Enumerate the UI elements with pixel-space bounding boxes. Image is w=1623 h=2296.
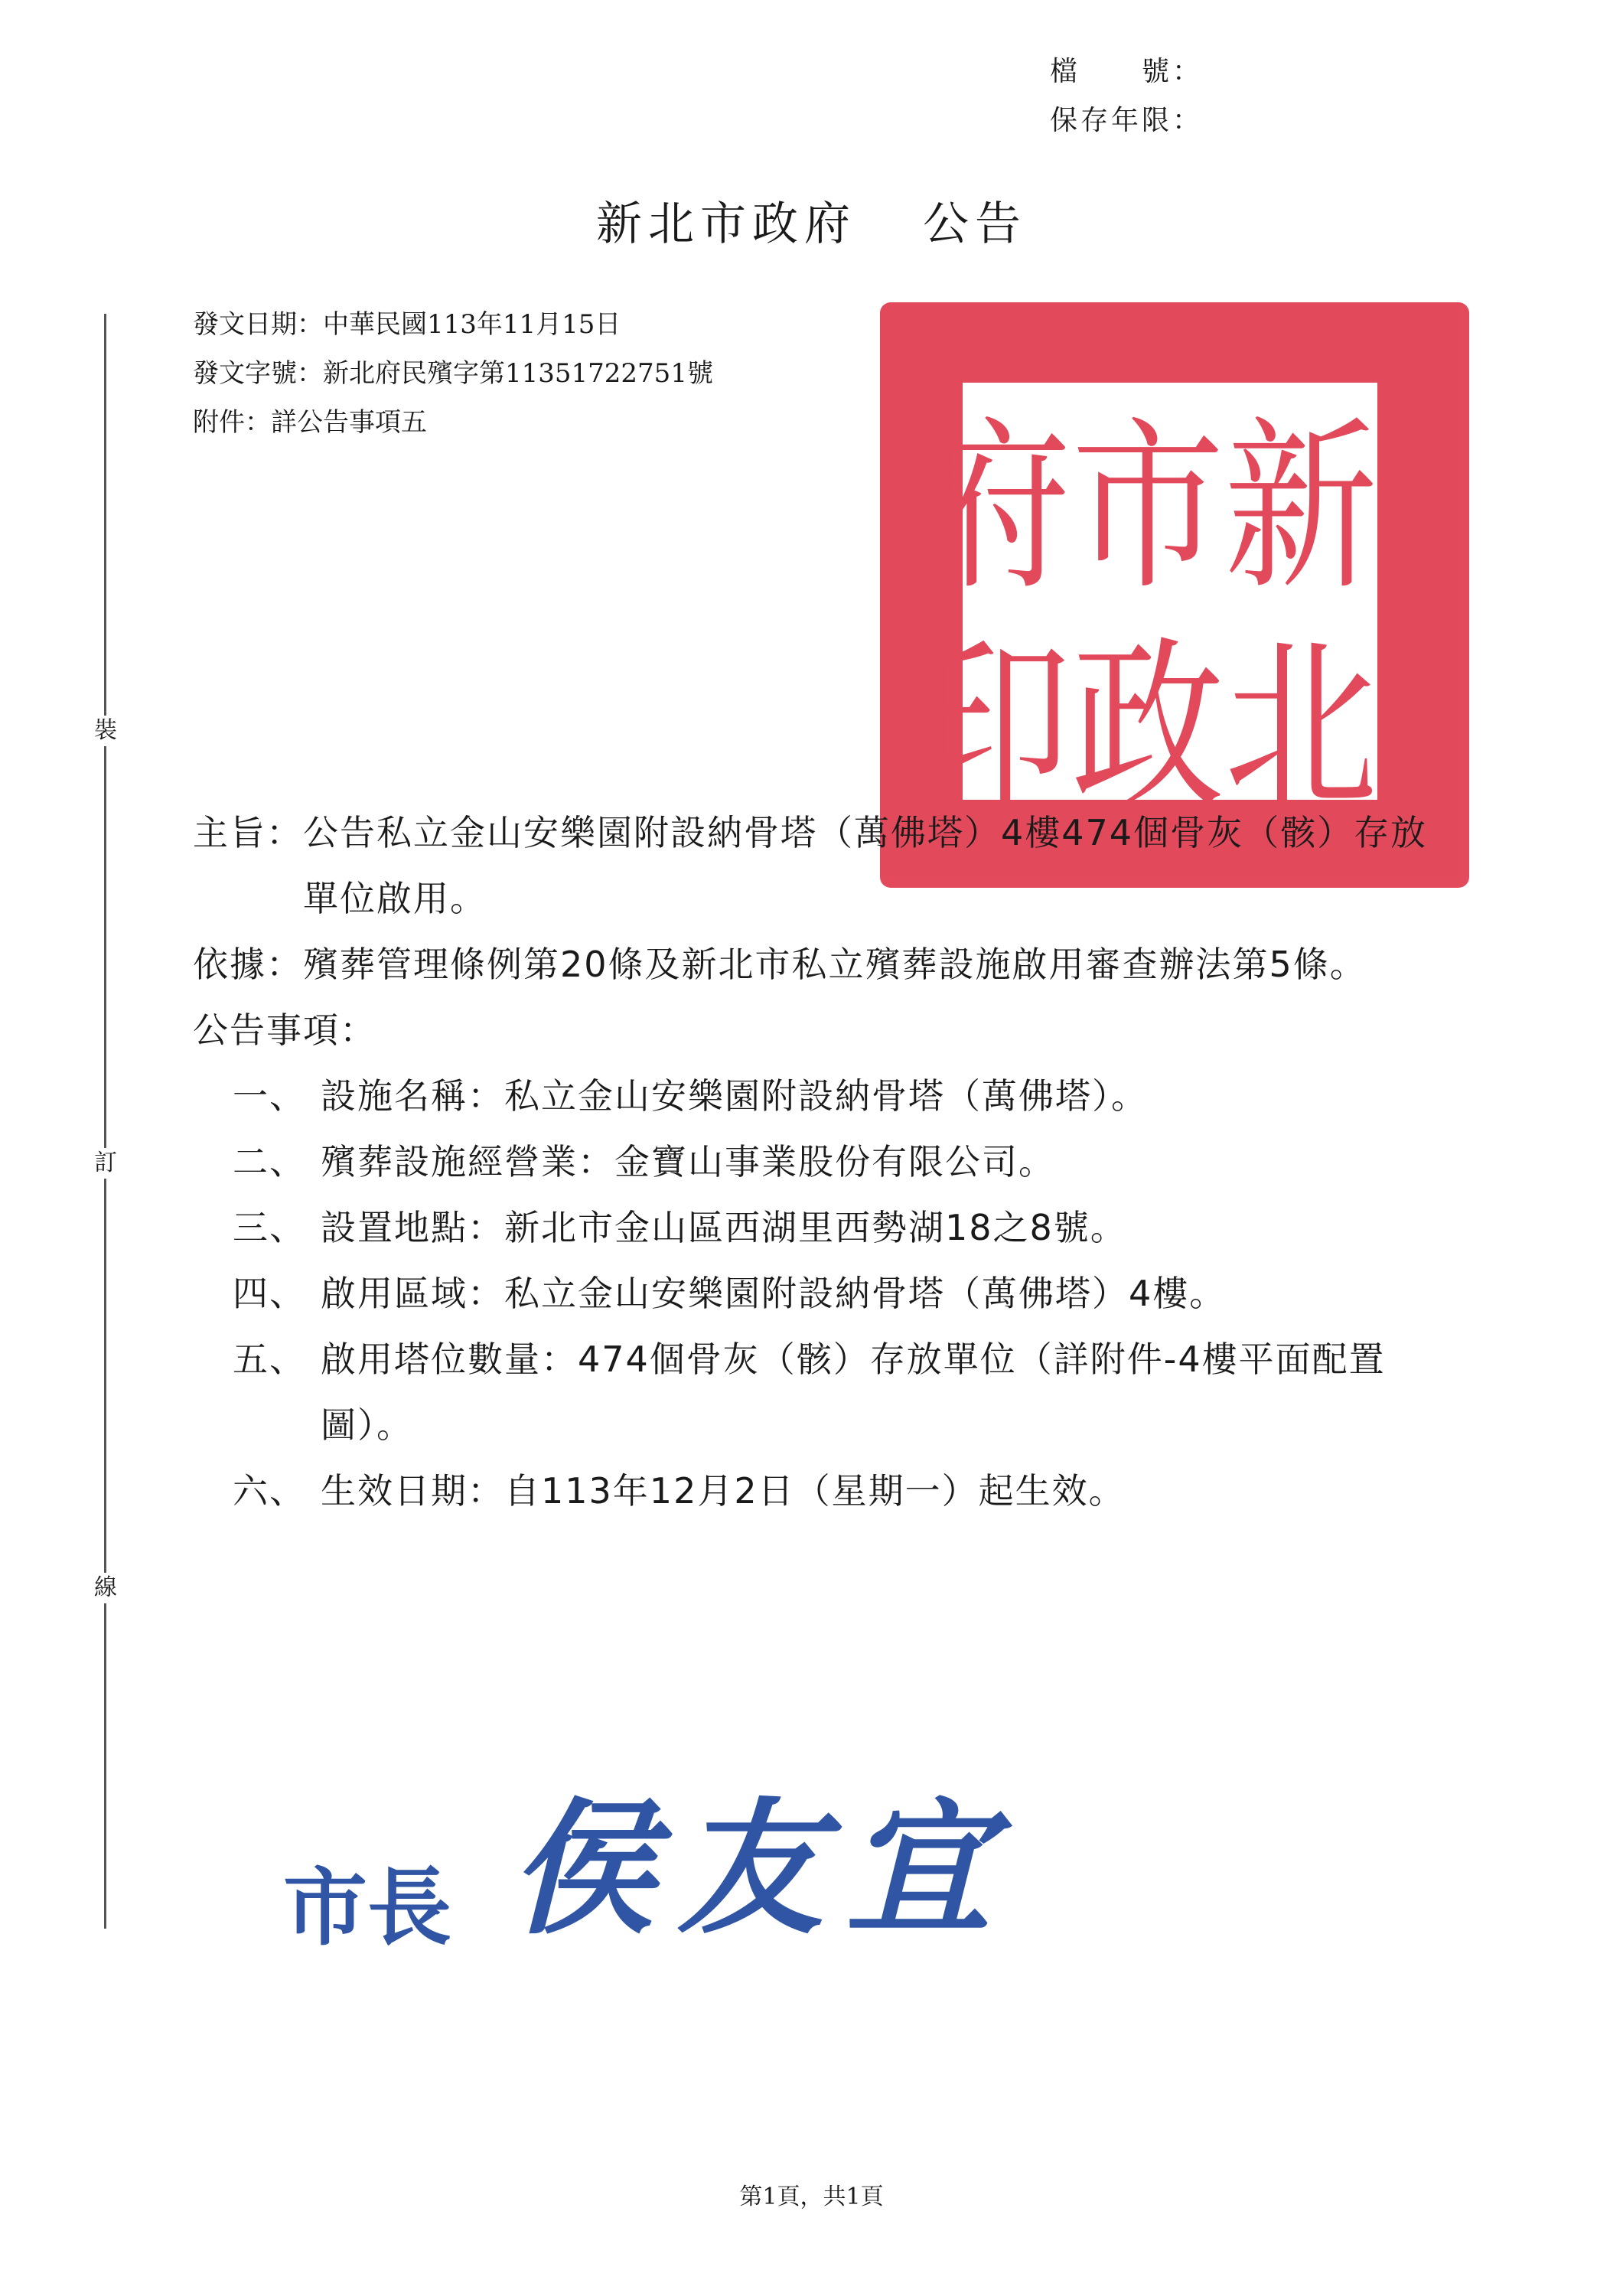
binding-char-xian: 線	[90, 1573, 121, 1603]
item-number: 一、	[233, 1075, 306, 1117]
list-item	[233, 1326, 1448, 1458]
document-number: 發文字號：新北府民殯字第11351722751號	[193, 358, 713, 389]
issue-date: 發文日期：中華民國113年11月15日	[193, 309, 621, 340]
item-text: 設置地點：新北市金山區西湖里西勢湖18之8號。	[321, 1207, 1127, 1248]
list-item	[233, 1261, 1448, 1326]
subject-section	[193, 800, 1448, 931]
seal-glyph: 府	[917, 401, 1071, 615]
document-meta	[193, 300, 713, 447]
seal-glyph: 政	[1071, 621, 1224, 835]
binding-char-ding: 訂	[90, 1148, 121, 1179]
list-item	[233, 1195, 1448, 1261]
subject-label: 主旨：	[193, 812, 303, 853]
seal-glyph: 北	[1224, 621, 1377, 835]
item-text: 啟用塔位數量：474個骨灰（骸）存放單位（詳附件-4樓平面配置圖）。	[321, 1339, 1386, 1446]
list-item	[233, 1129, 1448, 1195]
basis-section	[193, 931, 1448, 997]
mayor-signature	[283, 1753, 1015, 1962]
list-item	[233, 1458, 1448, 1524]
item-text: 生效日期：自113年12月2日（星期一）起生效。	[321, 1470, 1126, 1512]
item-number: 六、	[233, 1470, 306, 1512]
file-number-row	[1050, 47, 1203, 96]
item-text: 設施名稱：私立金山安樂園附設納骨塔（萬佛塔）。	[321, 1075, 1148, 1117]
items-label: 公告事項：	[193, 1009, 376, 1051]
item-number: 五、	[233, 1339, 306, 1380]
list-item	[233, 1063, 1448, 1129]
retention-row	[1050, 96, 1203, 145]
item-text: 啟用區域：私立金山安樂園附設納骨塔（萬佛塔）4樓。	[321, 1273, 1227, 1314]
item-number: 三、	[233, 1207, 306, 1248]
seal-glyphs	[917, 383, 1377, 835]
signature-title: 市長	[283, 1858, 451, 1957]
item-number: 二、	[233, 1141, 306, 1182]
announcement-items	[233, 1063, 1448, 1524]
binding-char-zhuang: 裝	[90, 716, 121, 746]
retention-label: 保存年限：	[1050, 105, 1204, 136]
seal-inner-field	[917, 383, 1377, 835]
file-info	[1050, 47, 1203, 145]
page-number: 第1頁，共1頁	[739, 2183, 884, 2210]
attachment: 附件：詳公告事項五	[193, 407, 427, 438]
agency-name: 新北市政府	[595, 197, 856, 251]
basis-label: 依據：	[193, 944, 303, 985]
seal-glyph: 市	[1071, 401, 1224, 615]
signature-name: 侯友宜	[509, 1783, 1015, 1954]
seal-glyph: 新	[1224, 401, 1377, 615]
file-number-label: 檔 號：	[1050, 56, 1204, 87]
item-number: 四、	[233, 1273, 306, 1314]
page-title	[0, 188, 1623, 253]
document-body	[193, 800, 1448, 1524]
seal-glyph: 印	[917, 621, 1071, 835]
subject-text: 公告私立金山安樂園附設納骨塔（萬佛塔）4樓474個骨灰（骸）存放單位啟用。	[303, 812, 1428, 919]
document-type: 公告	[923, 197, 1028, 251]
basis-text: 殯葬管理條例第20條及新北市私立殯葬設施啟用審查辦法第5條。	[303, 944, 1367, 985]
item-text: 殯葬設施經營業：金寶山事業股份有限公司。	[321, 1141, 1055, 1182]
binding-line	[104, 314, 106, 1929]
